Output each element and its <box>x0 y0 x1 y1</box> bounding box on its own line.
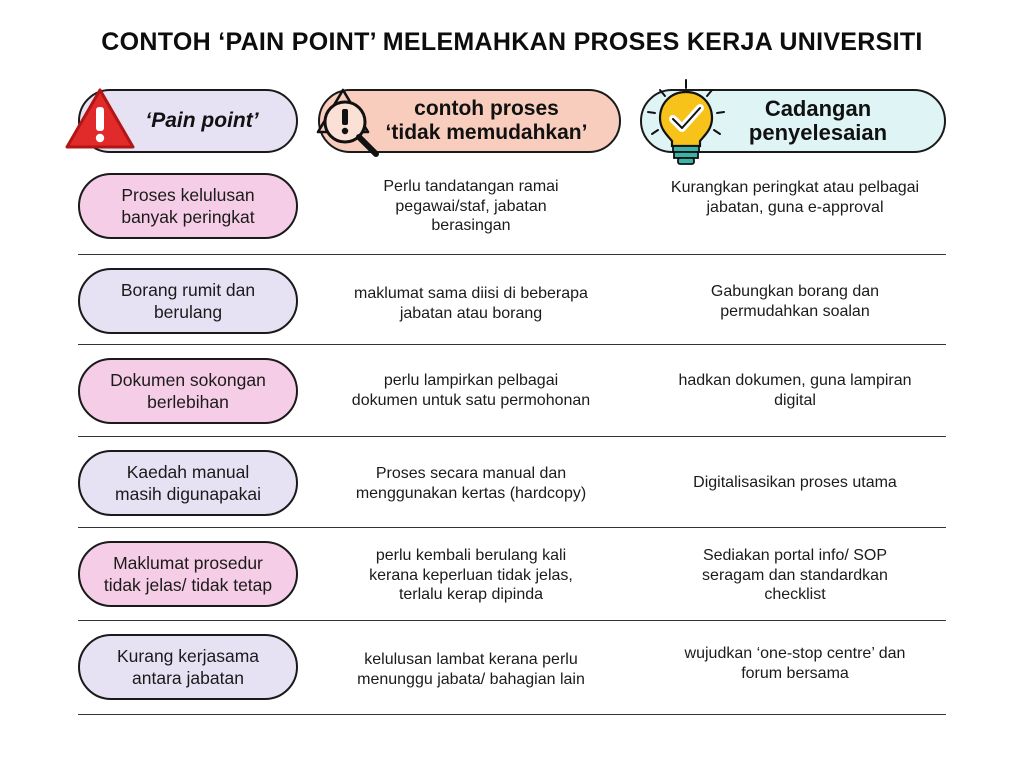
pain-point-line1: Proses kelulusan <box>121 185 255 205</box>
solution-line: forum bersama <box>741 664 849 682</box>
example-cell <box>318 284 624 323</box>
header-example-line1: contoh proses <box>414 97 559 120</box>
pain-point-pill <box>78 450 298 516</box>
solution-line: seragam dan standardkan <box>702 566 888 584</box>
solution-cell <box>640 473 950 493</box>
solution-line: Kurangkan peringkat atau pelbagai <box>670 179 920 196</box>
example-line: jabatan atau borang <box>399 304 543 322</box>
solution-cell <box>640 178 950 217</box>
example-line: terlalu kerap dipinda <box>398 586 544 603</box>
pain-point-pill <box>78 634 298 700</box>
solution-line: digital <box>774 391 816 409</box>
pain-point-pill <box>78 541 298 607</box>
row-divider <box>78 714 946 715</box>
pain-point-line1: Kaedah manual <box>126 462 250 482</box>
pain-point-line2: berlebihan <box>147 392 229 412</box>
solution-cell <box>640 282 950 321</box>
example-line: perlu lampirkan pelbagai <box>383 372 559 389</box>
lightbulb-check-icon <box>640 78 732 170</box>
solution-line: hadkan dokumen, guna lampiran <box>678 372 912 389</box>
example-line: menunggu jabata/ bahagian lain <box>357 670 585 688</box>
example-line: kerana keperluan tidak jelas, <box>369 566 573 584</box>
solution-cell <box>640 644 950 683</box>
example-cell <box>318 371 624 410</box>
pain-point-line2: banyak peringkat <box>121 207 255 227</box>
example-cell <box>318 177 624 236</box>
pain-point-pill <box>78 173 298 239</box>
pain-point-line2: masih digunapakai <box>115 484 261 504</box>
example-line: dokumen untuk satu permohonan <box>351 391 591 409</box>
solution-line: Gabungkan borang dan <box>710 283 880 300</box>
pain-point-line1: Dokumen sokongan <box>110 370 266 390</box>
example-line: pegawai/staf, jabatan <box>395 197 547 215</box>
pain-point-line2: berulang <box>153 302 223 322</box>
pain-point-line2: antara jabatan <box>132 668 244 688</box>
solution-cell <box>640 546 950 605</box>
header-pain-point-label: ‘Pain point’ <box>145 109 259 132</box>
solution-line: wujudkan ‘one-stop centre’ dan <box>684 645 906 662</box>
header-example-line2: ‘tidak memudahkan’ <box>385 121 588 144</box>
pain-point-pill <box>78 358 298 424</box>
example-line: kelulusan lambat kerana perlu <box>364 651 578 668</box>
example-line: perlu kembali berulang kali <box>375 547 567 564</box>
row-divider <box>78 436 946 437</box>
header-solution-line2: penyelesaian <box>748 120 888 145</box>
solution-line: jabatan, guna e-approval <box>706 198 884 216</box>
solution-line: permudahkan soalan <box>720 302 870 320</box>
magnifier-warning-icon <box>312 84 384 160</box>
pain-point-line1: Maklumat prosedur <box>113 553 263 573</box>
solution-line: Sediakan portal info/ SOP <box>702 547 888 564</box>
pain-point-line1: Borang rumit dan <box>120 280 256 300</box>
example-cell <box>318 650 624 689</box>
solution-line: checklist <box>764 586 826 603</box>
warning-triangle-icon <box>64 86 136 152</box>
row-divider <box>78 254 946 255</box>
example-line: Perlu tandatangan ramai <box>383 178 559 195</box>
example-cell <box>318 464 624 503</box>
example-line: Proses secara manual dan <box>375 465 567 482</box>
page-title: CONTOH ‘PAIN POINT’ MELEMAHKAN PROSES KERJA UNIVERSITI <box>101 28 923 56</box>
example-line: maklumat sama diisi di beberapa <box>354 285 588 302</box>
row-divider <box>78 344 946 345</box>
solution-cell <box>640 371 950 410</box>
row-divider <box>78 527 946 528</box>
pain-point-line1: Kurang kerjasama <box>116 646 260 666</box>
row-divider <box>78 620 946 621</box>
pain-point-line2: tidak jelas/ tidak tetap <box>103 575 273 595</box>
solution-line: Digitalisasikan proses utama <box>693 474 897 491</box>
example-line: menggunakan kertas (hardcopy) <box>355 484 587 502</box>
header-solution-line1: Cadangan <box>764 96 872 121</box>
example-cell <box>318 546 624 605</box>
pain-point-pill <box>78 268 298 334</box>
example-line: berasingan <box>431 217 511 234</box>
